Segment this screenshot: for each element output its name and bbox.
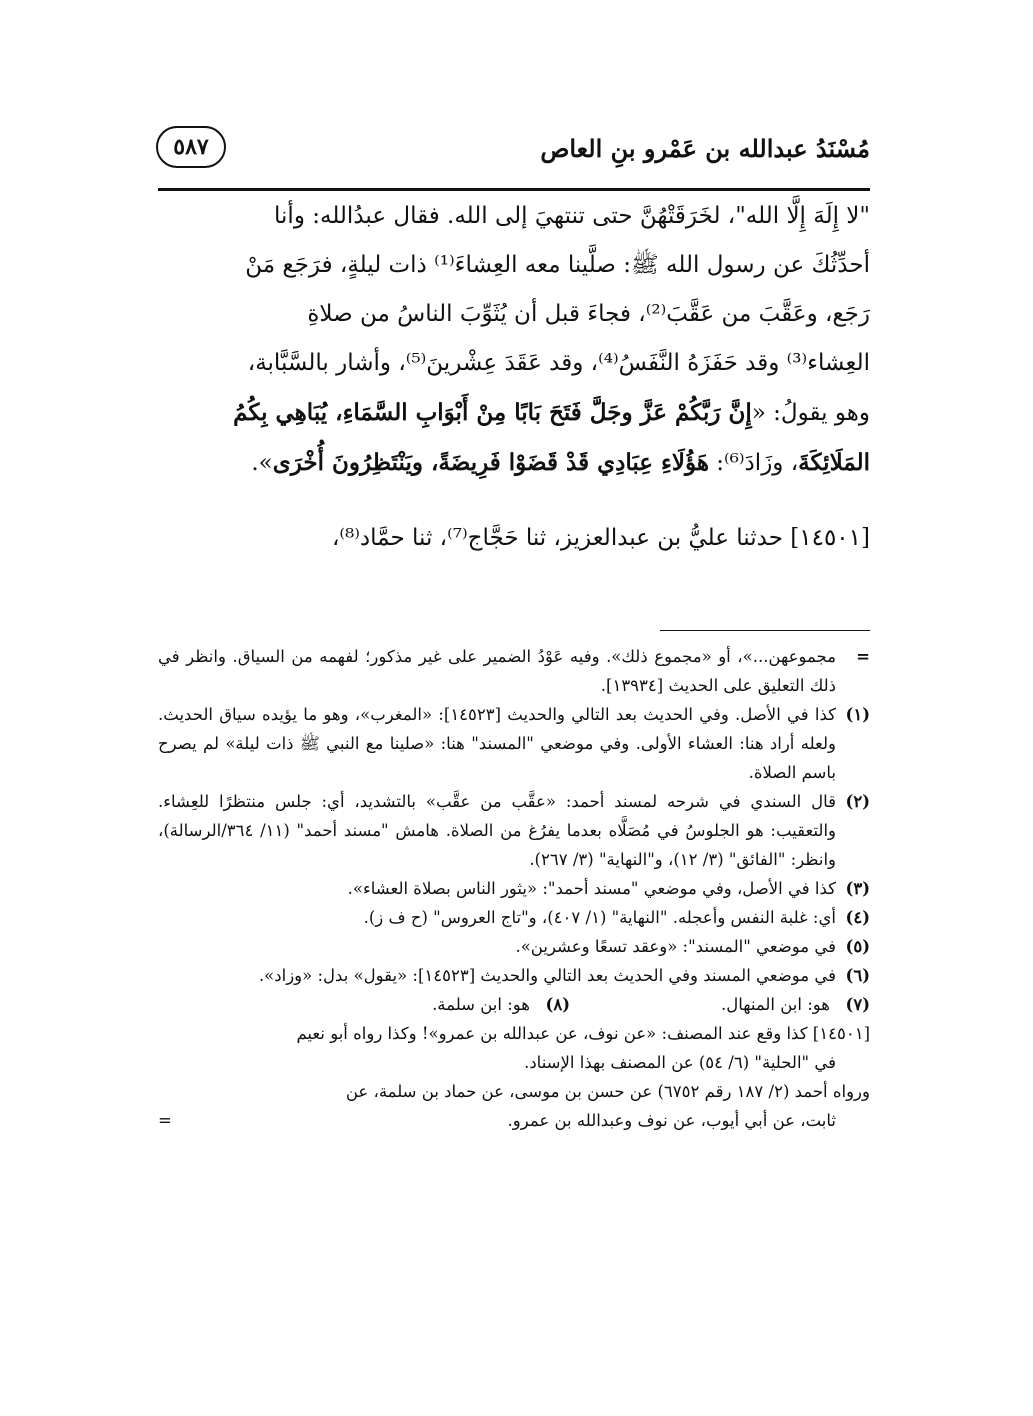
footnote-5 (158, 932, 870, 961)
footnote-4 (158, 903, 870, 932)
main-line-6 (158, 438, 870, 488)
footnote-text: في موضعي "المسند": «وعقد تسعًا وعشرين». (515, 937, 836, 956)
footnote-separator (660, 630, 870, 631)
footnote-mark: (٤) (845, 908, 870, 927)
main-line-5 (158, 388, 870, 438)
footnote-mark: (٣) (845, 879, 870, 898)
footnote-text: مجموعهن...»، أو «مجموع ذلك». وفيه عَوْدُ الضمير على غير مذكور؛ لفهمه من السياق. وانظر في ذلك التعليق على الحديث [١٣٩٣٤]. (158, 647, 836, 695)
footnotes-7-8 (158, 990, 870, 1019)
takhrij-14501 (158, 1019, 870, 1135)
footnote-text: هو: ابن المنهال. (720, 995, 830, 1014)
footnote-6 (158, 961, 870, 990)
footnote-mark: (٧) (845, 995, 870, 1014)
continuation-mark: = (158, 1111, 172, 1130)
footnote-text: أي: غلبة النفس وأعجله. "النهاية" (١/ ٤٠٧)، و"تاج العروس" (ح ف ز). (363, 908, 836, 927)
footnote-text: كذا في الأصل. وفي الحديث بعد التالي والحديث [١٤٥٢٣]: «المغرب»، وهو ما يؤيده سياق الحديث. ولعله أراد هنا: العشاء الأولى. وفي موضعي "المسند" هنا: «صلينا مع النبي ﷺ ذات ليلة» لم يصرح باسم الصلاة. (158, 705, 836, 782)
main-line-2: أحدِّثُكَ عن رسول الله ﷺ: صلَّينا معه العِشاءَ⁽¹⁾ ذات ليلةٍ، فرَجَع مَنْ (245, 252, 870, 278)
hadith-14501-line: [١٤٥٠١] حدثنا عليُّ بن عبدالعزيز، ثنا حَجَّاج⁽⁷⁾، ثنا حمَّاد⁽⁸⁾، (331, 525, 870, 551)
main-line-3: رَجَع، وعَقَّبَ من عَقَّبَ⁽²⁾، فجاءَ قبل أن يُثَوِّبَ الناسُ من صلاةِ (307, 301, 870, 327)
footnote-mark: (١) (845, 705, 870, 724)
takhrij-line-3: ورواه أحمد (٢/ ١٨٧ رقم ٦٧٥٢) عن حسن بن موسى، عن حماد بن سلمة، عن (345, 1082, 870, 1101)
line6-hadith-a: المَلَائِكَةَ (798, 449, 870, 476)
takhrij-line-1: [١٤٥٠١] كذا وقع عند المصنف: «عن نوف، عن عبدالله بن عمرو»! وكذا رواه أبو نعيم (296, 1024, 870, 1043)
page-header (158, 122, 870, 182)
footnote-mark: (٨) (545, 995, 570, 1014)
footnote-text: هو: ابن سلمة. (432, 995, 530, 1014)
footnote-mark: = (856, 647, 870, 666)
takhrij-line-4-text: ثابت، عن أبي أيوب، عن نوف وعبدالله بن عمرو. (507, 1111, 836, 1130)
footnotes (158, 642, 870, 1135)
main-line-4: العِشاء⁽³⁾ وقد حَفَزَهُ النَّفَسُ⁽⁴⁾، وقد عَقَدَ عِشْرينَ⁽⁵⁾، وأشار بالسَّبَّابة، (247, 350, 870, 376)
footnote-mark: (٦) (845, 966, 870, 985)
header-rule (158, 188, 870, 191)
line6-mid: ، وزَادَ⁽⁶⁾: (708, 450, 799, 476)
line6-end: ». (251, 450, 273, 476)
line5-prefix: وهو يقولُ: « (751, 400, 870, 426)
running-title: مُسْنَدُ عبدالله بن عَمْرو بنِ العاص (540, 134, 870, 163)
line5-hadith-text: إِنَّ رَبَّكُمْ عَزَّ وجَلَّ فَتَحَ بَابًا مِنْ أَبْوَابِ السَّمَاءِ، يُبَاهِي بِكُمُ (233, 399, 752, 426)
takhrij-line-2: في "الحلية" (٦/ ٥٤) عن المصنف بهذا الإسناد. (524, 1053, 836, 1072)
footnote-7 (570, 990, 870, 1019)
main-line-1: "لا إِلَهَ إِلَّا الله"، لخَرَقَتْهُنَّ حتى تنتهيَ إلى الله. فقال عبدُالله: وأنا (274, 203, 870, 229)
takhrij-line-4 (158, 1106, 870, 1135)
page-number: ٥٨٧ (156, 126, 226, 168)
footnote-text: قال السندي في شرحه لمسند أحمد: «عقَّب من عقَّب» بالتشديد، أي: جلس منتظرًا للعِشاء. والتعقيب: هو الجلوسُ في مُصَلَّاه بعدما يفرُغ من الصلاة. هامش "مسند أحمد" (١١/ ٣٦٤/الرسالة)، وانظر: "الفائق" (٣/ ١٢)، و"النهاية" (٣/ ٢٦٧). (158, 792, 837, 869)
main-text (158, 192, 870, 563)
line6-hadith-b: هَؤُلَاءِ عِبَادِي قَدْ قَضَوْا فَرِيضَةً، ويَنْتَظِرُونَ أُخْرَى (272, 449, 709, 476)
footnote-8 (270, 990, 570, 1019)
footnote-1 (158, 700, 870, 787)
footnote-text: كذا في الأصل، وفي موضعي "مسند أحمد": «يثور الناس بصلاة العشاء». (347, 879, 836, 898)
footnote-text: في موضعي المسند وفي الحديث بعد التالي والحديث [١٤٥٢٣]: «يقول» بدل: «وزاد». (258, 966, 836, 985)
footnote-3 (158, 874, 870, 903)
book-page (158, 112, 870, 1372)
footnote-mark: (٥) (845, 937, 870, 956)
footnote-continuation (158, 642, 870, 700)
footnote-mark: (٢) (845, 792, 870, 811)
footnote-2 (158, 787, 870, 874)
